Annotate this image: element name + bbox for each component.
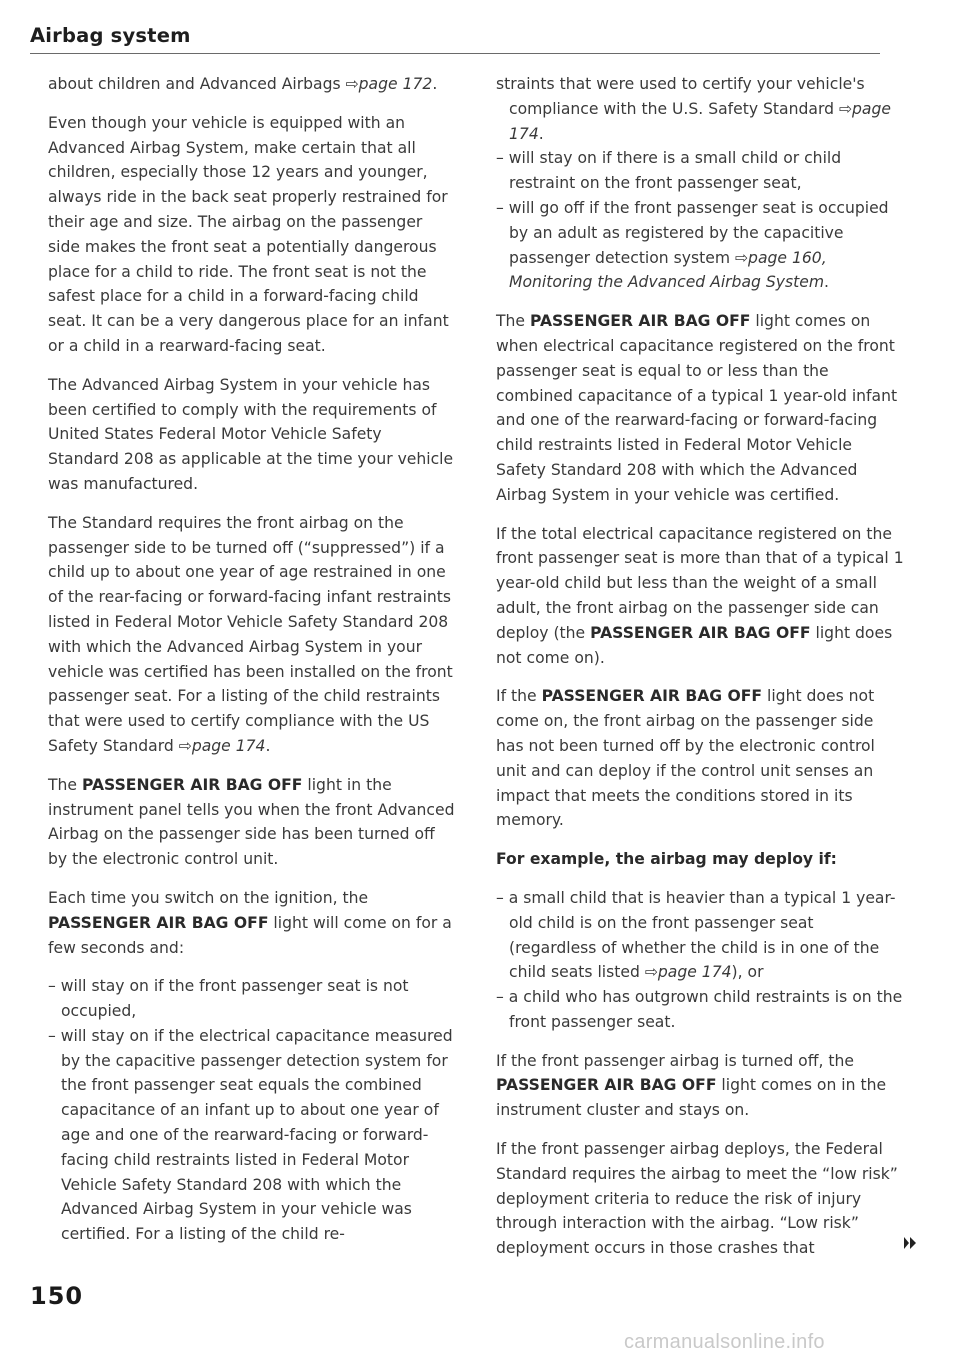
- paragraph-airbag-turned-off: [496, 1049, 904, 1123]
- paragraph-light-not-on: [496, 684, 904, 833]
- text: light in the instrument panel tells you when the front Advanced Airbag on the passenger side has been turned off by the electronic control unit.: [48, 775, 455, 869]
- text: light does not come on, the front airbag on the passenger side has not been turned off by the electronic control unit and can deploy if the control unit senses an impact that meets the conditions stored in its memory.: [496, 687, 875, 830]
- paragraph-standard-requirements: [48, 511, 456, 759]
- page-header-title: Airbag system: [30, 24, 191, 47]
- paragraph-light-comes-on: [496, 309, 904, 507]
- light-name: PASSENGER AIR BAG OFF: [541, 687, 763, 706]
- text: light does not come on).: [496, 623, 893, 667]
- header-divider: [30, 53, 880, 54]
- light-name: PASSENGER AIR BAG OFF: [529, 312, 751, 331]
- light-name: PASSENGER AIR BAG OFF: [590, 623, 811, 642]
- text: Each time you switch on the ignition, the: [48, 888, 369, 907]
- text: light will come on for a few seconds and:: [48, 913, 452, 957]
- light-name: PASSENGER AIR BAG OFF: [496, 1076, 717, 1095]
- paragraph-capacitance: [496, 522, 904, 671]
- page-reference-link[interactable]: ⇨page 174: [644, 963, 732, 982]
- light-name: PASSENGER AIR BAG OFF: [81, 775, 303, 794]
- text: straints that were used to certify your vehicle's compliance with the U.S. Safety Standard: [496, 75, 865, 118]
- text: If the: [496, 687, 542, 706]
- text: If the front passenger airbag is turned off, the: [496, 1051, 854, 1070]
- text: .: [538, 124, 544, 143]
- text: light comes on in the instrument cluster and stays on.: [496, 1076, 887, 1120]
- list-item: – will stay on if there is a small child or child restraint on the front passenger seat,: [496, 149, 842, 193]
- watermark: carmanualsonline.info: [624, 1331, 825, 1353]
- paragraph-off-light: [48, 773, 456, 872]
- page-reference-link[interactable]: ⇨page 174: [509, 99, 891, 143]
- text: .: [432, 75, 438, 93]
- text: The Standard requires the front airbag on the passenger side to be turned off (“suppressed”) if a child up to about one year of age restrained in one of the rear-facing or forward-facing infant restraints listed in Federal Motor Vehicle Safety Standard 208 with which the Advanced Airbag System in your vehicle was certified has been installed on the front passenger seat. For a listing of the child restraints that were used to certify compliance with the US Safety Standard: [48, 513, 453, 755]
- paragraph-back-seat-warning: Even though your vehicle is equipped with an Advanced Airbag System, make certain that all children, especially those 12 years and younger, always ride in the back seat properly restrained for their age and size. The airbag on the passenger side makes the front seat a potentially dangerous place for a child to ride. The front seat is not the safest place for a child in a forward-facing child seat. It can be a very dangerous place for an infant or a child in a rearward-facing seat.: [48, 113, 449, 355]
- page-reference-link[interactable]: ⇨page 160, Monitoring the Advanced Airbag System: [509, 248, 827, 292]
- text: .: [824, 273, 829, 292]
- text: about children and Advanced Airbags: [48, 75, 346, 93]
- continue-arrow-icon: [904, 1236, 918, 1250]
- text: ), or: [731, 963, 764, 982]
- text: – a small child that is heavier than a typical 1 year-old child is on the front passenger seat (regardless of whether the child is in one of the child seats listed: [496, 888, 896, 982]
- list-item: – will stay on if the electrical capacitance measured by the capacitive passenger detection system for the front passenger seat equals the combined capacitance of an infant up to about one year of age and one of the rearward-facing or forward-facing child restraints listed in Federal Motor Vehicle Safety Standard 208 with which the Advanced Airbag System in your vehicle was certified. For a listing of the child re-: [48, 1026, 453, 1244]
- page-reference-link[interactable]: ⇨page 172: [345, 75, 433, 93]
- list-item: [496, 196, 904, 295]
- page-number: 150: [30, 1282, 84, 1310]
- text: light comes on when electrical capacitance registered on the front passenger seat is equal to or less than the combined capacitance of a typical 1 year-old infant and one of the rearward-facing or forward-facing child restraints listed in Federal Motor Vehicle Safety Standard 208 with which the Advanced Airbag System in your vehicle was certified.: [496, 312, 898, 504]
- text: The: [48, 775, 82, 794]
- text: If the total electrical capacitance registered on the front passenger seat is more than that of a typical 1 year-old child but less than the weight of a small adult, the front airbag on the passenger side can deploy (the: [496, 524, 904, 642]
- list-item: – a child who has outgrown child restraints is on the front passenger seat.: [496, 988, 903, 1031]
- section-heading: For example, the airbag may deploy if:: [496, 850, 837, 869]
- text: – will go off if the front passenger seat is occupied by an adult as registered by the capacitive passenger detection system: [496, 198, 889, 267]
- paragraph-children-reference: [48, 72, 456, 97]
- paragraph-ignition: [48, 886, 456, 960]
- light-name: PASSENGER AIR BAG OFF: [48, 913, 269, 932]
- page-reference-link[interactable]: ⇨page 174: [178, 736, 266, 755]
- paragraph-certification: The Advanced Airbag System in your vehicle has been certified to comply with the requirements of United States Federal Motor Vehicle Safety Standard 208 as applicable at the time your vehicle was manufactured.: [48, 375, 454, 493]
- right-column: [496, 72, 904, 1275]
- paragraph-low-risk: If the front passenger airbag deploys, the Federal Standard requires the airbag to meet the “low risk” deployment criteria to reduce the risk of injury through interaction with the airbag. “Low risk” deployment occurs in those crashes that: [496, 1140, 898, 1258]
- list-item-continued: [496, 72, 904, 146]
- list-item: [496, 886, 904, 985]
- text: The: [496, 312, 530, 331]
- left-column: [48, 72, 456, 1247]
- list-item: – will stay on if the front passenger seat is not occupied,: [48, 977, 409, 1021]
- text: .: [265, 736, 271, 755]
